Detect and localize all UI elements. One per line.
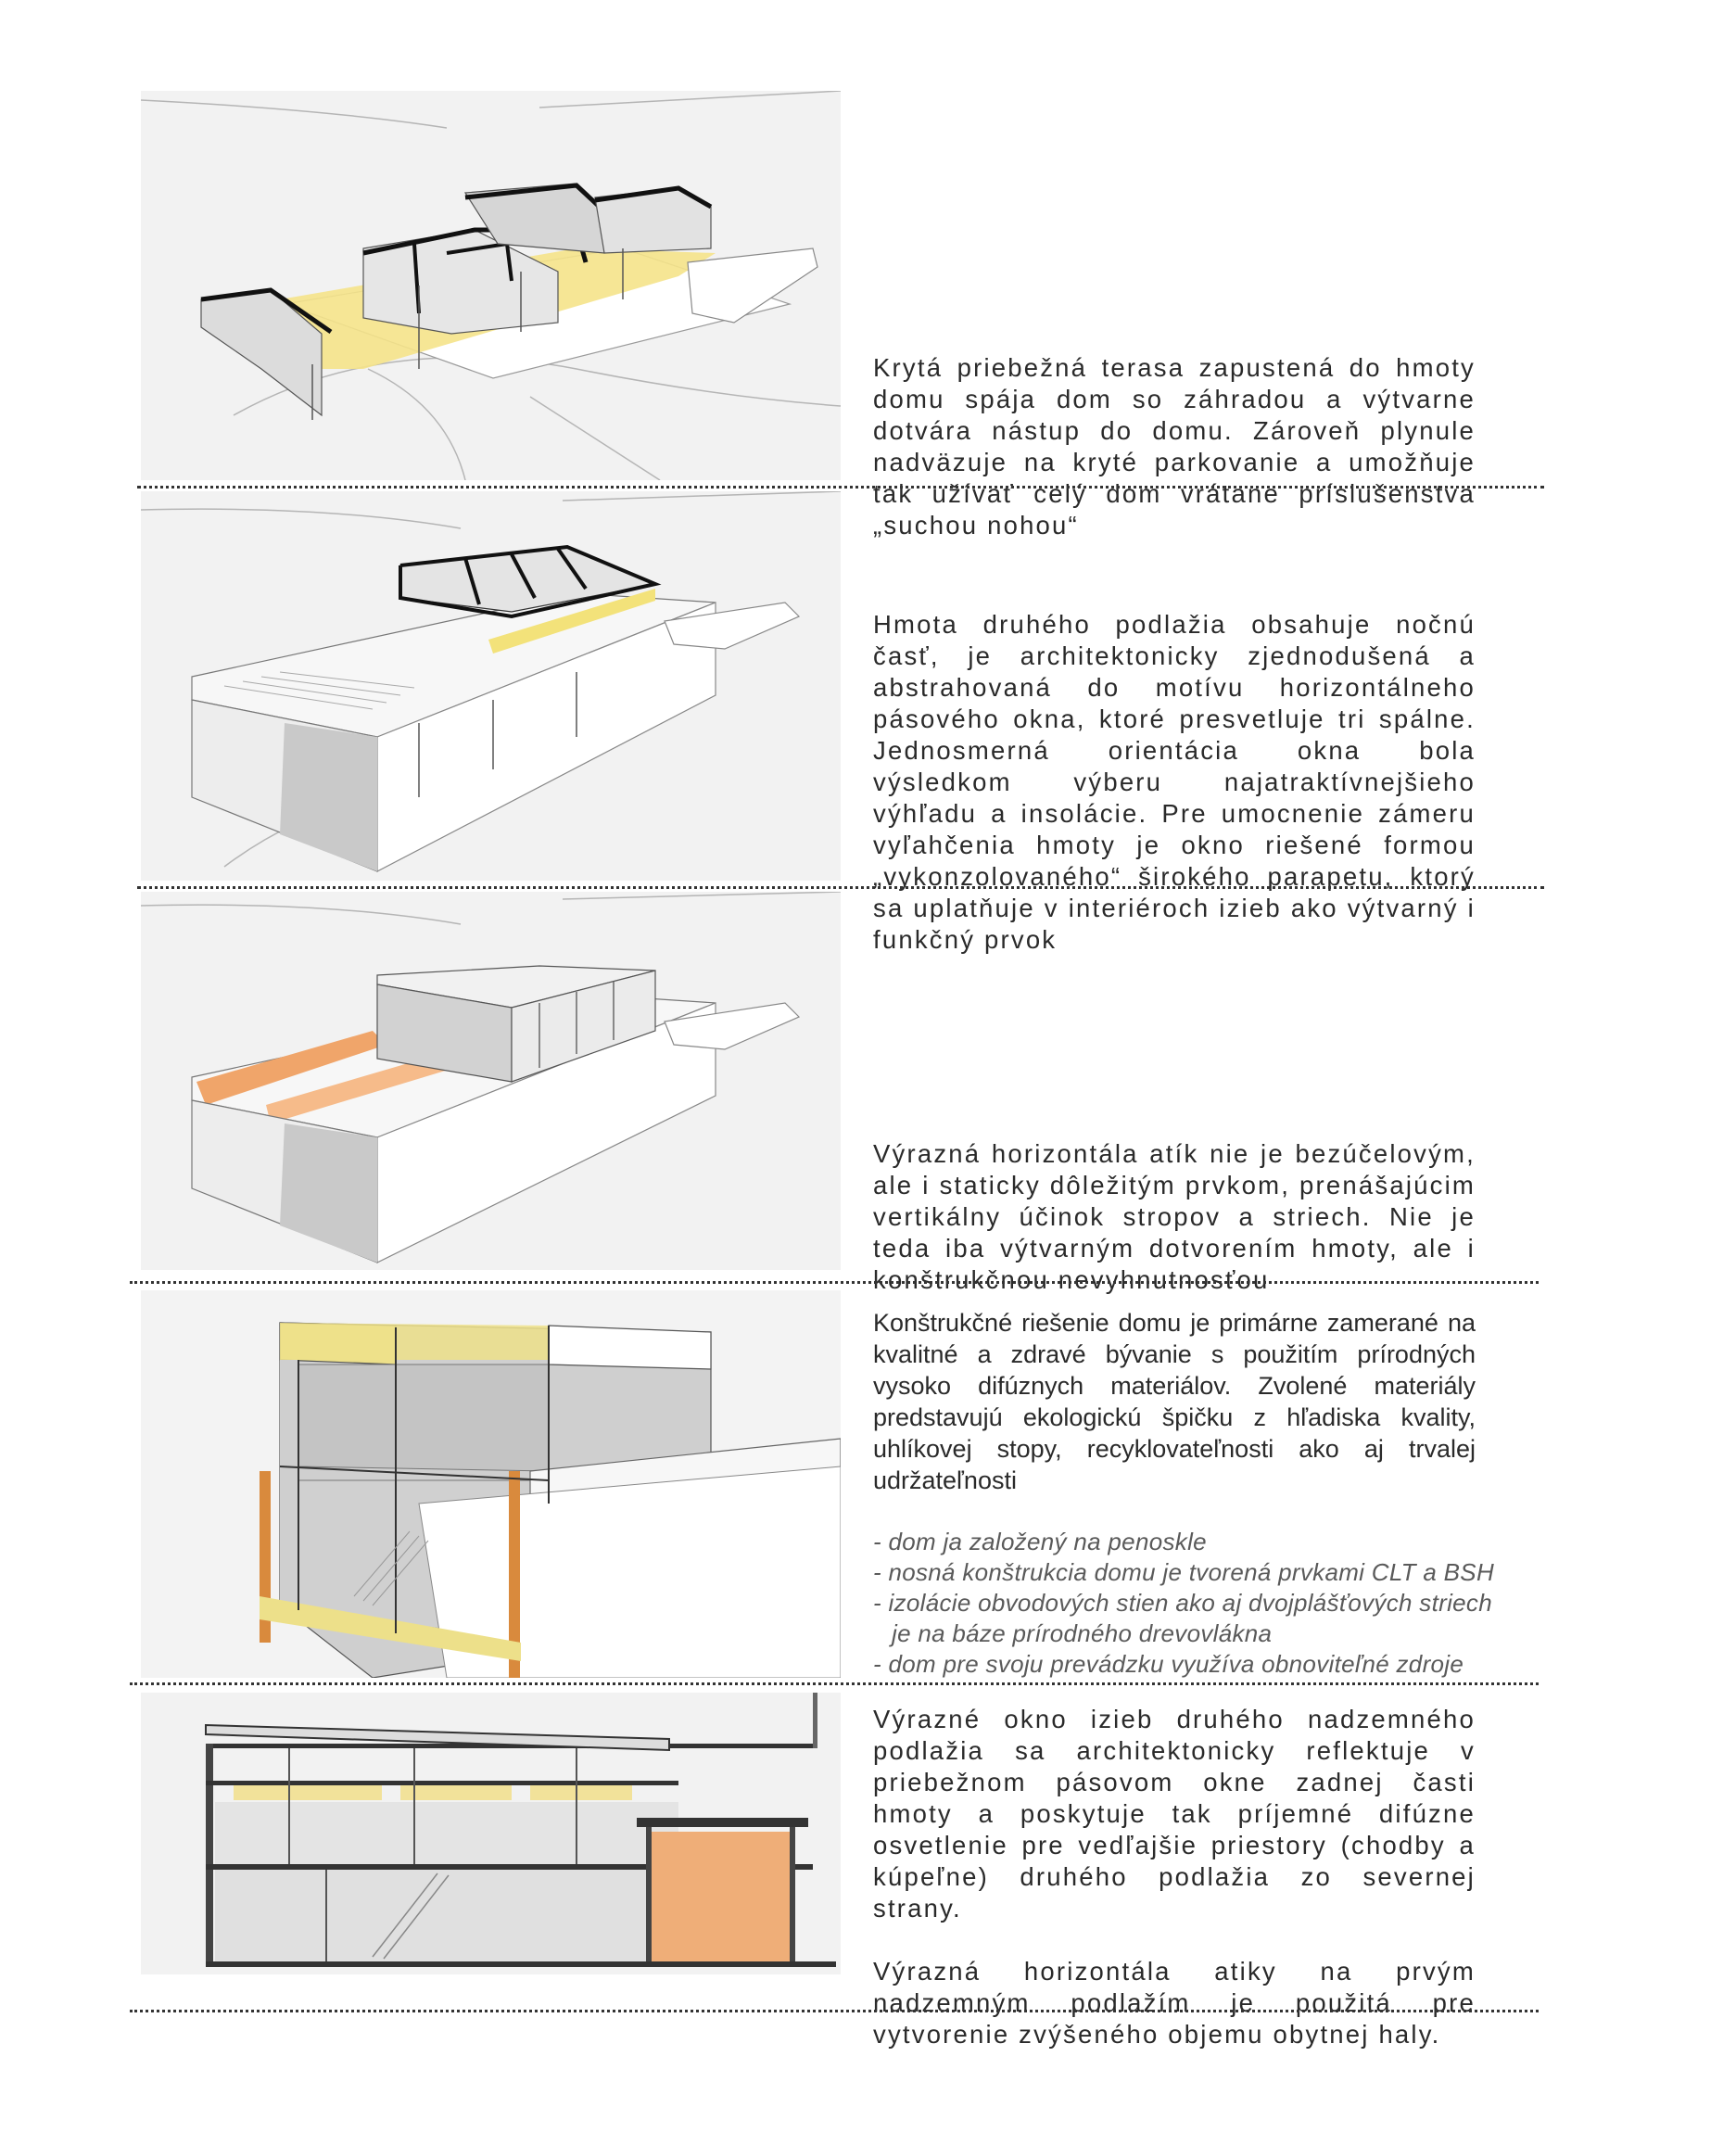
section-text-1: Výrazné okno izieb druhého nadzemného podlažia sa architektonicky reflektuje v priebežnom pásovom okne zadnej časti hmoty a poskytuje tak príjemné difúzne osvetlenie pre vedľajšie priestory (chodby a kúpeľne) druhého podlažia zo severnej strany. (873, 1705, 1476, 1923)
bullet-item: - izolácie obvodových stien ako aj dvojplášťových striech (873, 1589, 1492, 1617)
structure-section (141, 1290, 841, 1678)
hall-highlight (646, 1832, 794, 1961)
diagram-longitudinal-section (141, 1693, 841, 1974)
separator-5 (130, 2010, 1539, 2012)
structure-text: Konštrukčné riešenie domu je primárne zamerané na kvalitné a zdravé bývanie s použitím prírodných vysoko difúznych materiálov. Zvolené materiály predstavujú ekologickú špičku z hľadiska kvality, uhlíkovej stopy, recyklovateľnosti ako aj trvalej udržateľnosti (873, 1309, 1476, 1494)
attic-axonometric (141, 892, 841, 1270)
longitudinal-section-drawing (141, 1693, 841, 1974)
bullet-item: je na báze prírodného drevovlákna (892, 1619, 1273, 1647)
bullet-item: - nosná konštrukcia domu je tvorená prvkami CLT a BSH (873, 1558, 1495, 1586)
terrace-axonometric (141, 91, 841, 480)
bullet-item: - dom pre svoju prevádzku využíva obnoviteľné zdroje (873, 1650, 1464, 1678)
section-text-2: Výrazná horizontála atiky na prvým nadzemným podlažím je použitá pre vytvorenie zvýšeného objemu obytnej haly. (873, 1957, 1476, 2049)
second-floor-text: Hmota druhého podlažia obsahuje nočnú časť, je architektonicky zjednodušená a abstrahovaná do motívu horizontálneho pásového okna, ktoré presvetluje tri spálne. Jednosmerná orientácia okna bola výsledkom výberu najatraktívnejšieho výhľadu a insolácie. Pre umocnenie zámeru vyľahčenia hmoty je okno riešené formou „vykonzolovaného“ širokého parapetu, ktorý sa uplatňuje v interiéroch izieb ako výtvarný i funkčný prvok (873, 610, 1476, 954)
diagram-terrace (141, 91, 841, 480)
terrace-description: Krytá priebežná terasa zapustená do hmoty domu spája dom so záhradou a výtvarne dotvára nástup do domu. Zároveň plynule nadväzuje na kryté parkovanie a umožňuje tak užívať celý dom vrátane príslušenstva „suchou nohou“ (873, 352, 1476, 539)
diagram-second-floor (141, 491, 841, 881)
separator-1 (137, 486, 1544, 489)
structure-bullet-list (873, 1527, 1495, 1680)
section-description (873, 1704, 1476, 2050)
upper-window-highlights (234, 1785, 632, 1800)
separator-4 (130, 1682, 1539, 1685)
structure-description (873, 1307, 1476, 1496)
second-floor-axonometric (141, 491, 841, 881)
second-floor-description (873, 609, 1476, 956)
separator-3 (130, 1281, 1539, 1284)
diagram-attic (141, 892, 841, 1270)
attic-description: Výrazná horizontála atík nie je bezúčelovým, ale i staticky dôležitým prvkom, prenášajúcim vertikálny účinok stropov a striech. Nie je teda iba výtvarným dotvorením hmoty, ale i konštrukčnou nevyhnutnosťou (873, 1138, 1476, 1294)
separator-2 (137, 886, 1544, 889)
bullet-item: - dom ja založený na penoskle (873, 1528, 1207, 1555)
diagram-structure (141, 1290, 841, 1678)
roof-insulation (280, 1323, 549, 1360)
